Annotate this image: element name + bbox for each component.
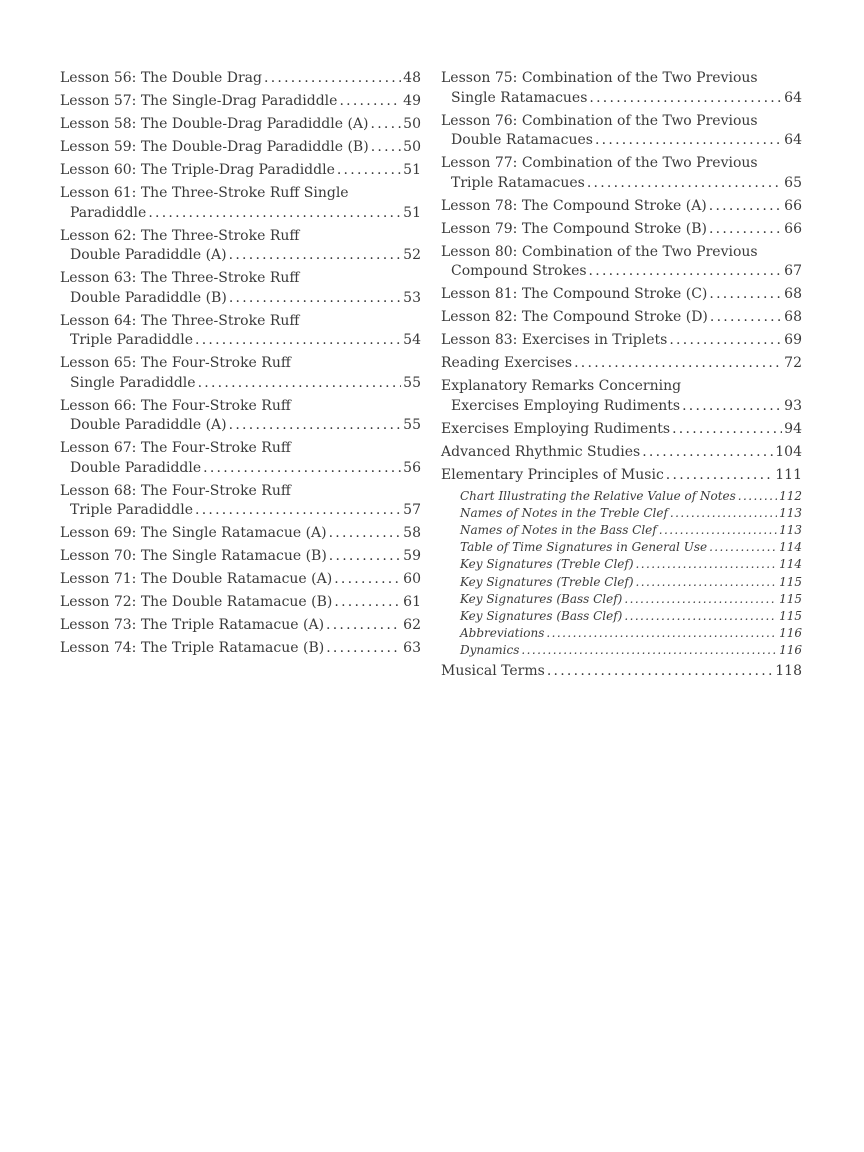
entry-title-line2: Single Ratamacues <box>451 89 588 106</box>
toc-entry[interactable] <box>60 547 421 567</box>
toc-entry[interactable] <box>441 331 802 351</box>
toc-subentry[interactable] <box>441 522 802 539</box>
entry-title-line1: Lesson 62: The Three-Stroke Ruff <box>60 227 300 244</box>
subentry-title: Names of Notes in the Bass Clef <box>460 522 657 537</box>
toc-right-column <box>441 69 802 685</box>
subentry-title: Key Signatures (Bass Clef) <box>460 591 623 606</box>
entry-page: 57 <box>403 502 421 518</box>
entry-title: Lesson 60: The Triple-Drag Paradiddle <box>60 162 335 178</box>
toc-entry[interactable] <box>60 639 421 659</box>
dot-leader <box>229 416 402 436</box>
dot-leader <box>636 574 778 591</box>
dot-leader <box>574 354 782 374</box>
dot-leader <box>229 289 401 309</box>
toc-entry[interactable] <box>60 570 421 590</box>
entry-page: 53 <box>403 289 421 306</box>
dot-leader <box>203 459 401 479</box>
entry-page: 64 <box>784 132 802 148</box>
entry-page: 59 <box>403 548 421 564</box>
entry-page: 51 <box>403 162 421 178</box>
toc-subentry[interactable] <box>441 488 802 505</box>
subentry-page: 113 <box>779 522 802 537</box>
dot-leader <box>329 524 402 544</box>
entry-title: Exercises Employing Rudiments <box>441 420 671 437</box>
dot-leader <box>595 131 782 151</box>
toc-entry[interactable] <box>60 439 421 478</box>
dot-leader <box>682 397 782 417</box>
dot-leader <box>334 570 401 590</box>
entry-title: Lesson 81: The Compound Stroke (C) <box>441 286 708 302</box>
dot-leader <box>329 547 401 567</box>
toc-subentry[interactable] <box>441 539 802 556</box>
subentry-page: 115 <box>779 608 802 623</box>
entry-page: 49 <box>403 93 421 109</box>
dot-leader <box>624 591 777 608</box>
entry-page: 94 <box>784 420 802 437</box>
toc-entry[interactable] <box>441 662 802 682</box>
entry-page: 64 <box>784 89 802 106</box>
dot-leader <box>371 138 401 158</box>
toc-entry[interactable] <box>441 285 802 305</box>
toc-subentry[interactable] <box>441 625 802 642</box>
dot-leader <box>659 522 777 539</box>
entry-title-line1: Lesson 77: Combination of the Two Previous <box>441 155 758 171</box>
toc-entry[interactable] <box>441 243 802 282</box>
dot-leader <box>669 331 782 351</box>
subentry-title: Key Signatures (Treble Clef) <box>460 557 634 572</box>
dot-leader <box>710 308 782 328</box>
entry-title-line2: Paradiddle <box>70 204 147 221</box>
entry-title-line1: Lesson 76: Combination of the Two Previous <box>441 112 758 129</box>
entry-title-line2: Triple Paradiddle <box>70 502 193 518</box>
entry-title: Lesson 73: The Triple Ratamacue (A) <box>60 617 325 633</box>
dot-leader <box>589 262 783 282</box>
toc-entry[interactable] <box>60 161 421 181</box>
entry-page: 55 <box>403 417 421 433</box>
entry-page: 55 <box>403 374 421 391</box>
toc-entry[interactable] <box>441 308 802 328</box>
dot-leader <box>546 625 777 642</box>
subentry-page: 114 <box>779 540 802 555</box>
dot-leader <box>589 89 782 109</box>
dot-leader <box>709 539 777 556</box>
dot-leader <box>672 420 782 440</box>
dot-leader <box>738 488 777 505</box>
entry-page: 68 <box>784 286 802 302</box>
toc-entry[interactable] <box>441 377 802 416</box>
subentry-title: Key Signatures (Treble Clef) <box>460 574 634 589</box>
dot-leader <box>326 616 401 636</box>
toc-subentry[interactable] <box>441 505 802 522</box>
entry-page: 72 <box>784 355 802 371</box>
entry-title: Musical Terms <box>441 662 545 679</box>
entry-page: 66 <box>784 197 802 214</box>
dot-leader <box>636 556 778 573</box>
entry-page: 56 <box>403 459 421 476</box>
entry-title-line1: Lesson 80: Combination of the Two Previous <box>441 243 758 260</box>
entry-page: 111 <box>775 466 802 483</box>
entry-page: 118 <box>775 662 802 679</box>
toc-entry[interactable] <box>60 92 421 112</box>
toc-entry[interactable] <box>60 269 421 308</box>
entry-title: Lesson 74: The Triple Ratamacue (B) <box>60 640 325 656</box>
dot-leader <box>709 285 782 305</box>
entry-title-line1: Lesson 63: The Three-Stroke Ruff <box>60 270 300 286</box>
subentry-title: Dynamics <box>460 643 520 658</box>
toc-entry[interactable] <box>60 397 421 436</box>
toc-entry[interactable] <box>60 524 421 544</box>
dot-leader <box>624 608 777 625</box>
dot-leader <box>709 220 782 240</box>
toc-entry[interactable] <box>60 593 421 613</box>
entry-title-line1: Explanatory Remarks Concerning <box>441 378 682 394</box>
toc-entry[interactable] <box>441 112 802 151</box>
toc-subentry[interactable] <box>441 608 802 625</box>
entry-title-line1: Lesson 65: The Four-Stroke Ruff <box>60 355 291 371</box>
entry-title-line1: Lesson 64: The Three-Stroke Ruff <box>60 312 300 329</box>
entry-title: Advanced Rhythmic Studies <box>441 443 641 460</box>
entry-title: Lesson 59: The Double-Drag Paradiddle (B) <box>60 139 369 155</box>
dot-leader <box>195 331 401 351</box>
dot-leader <box>666 466 773 486</box>
dot-leader <box>337 161 401 181</box>
entry-page: 93 <box>784 397 802 414</box>
entry-title: Lesson 71: The Double Ratamacue (A) <box>60 571 333 587</box>
subentry-title: Chart Illustrating the Relative Value of Notes <box>460 488 736 503</box>
entry-page: 68 <box>784 309 802 325</box>
entry-title-line2: Triple Paradiddle <box>70 332 193 348</box>
toc-entry[interactable] <box>60 227 421 266</box>
toc-entry[interactable] <box>60 482 421 521</box>
dot-leader <box>709 197 782 217</box>
entry-title: Lesson 72: The Double Ratamacue (B) <box>60 594 333 610</box>
entry-title: Lesson 69: The Single Ratamacue (A) <box>60 525 327 541</box>
toc-entry[interactable] <box>60 69 421 89</box>
toc-entry[interactable] <box>441 69 802 108</box>
dot-leader <box>339 92 401 112</box>
entry-title-line1: Lesson 75: Combination of the Two Previous <box>441 70 758 86</box>
entry-title-line2: Triple Ratamacues <box>451 174 585 191</box>
entry-title-line2: Compound Strokes <box>451 263 587 279</box>
subentry-page: 116 <box>779 643 802 658</box>
entry-page: 65 <box>784 174 802 191</box>
dot-leader <box>148 204 401 224</box>
dot-leader <box>670 505 777 522</box>
entry-title-line2: Double Paradiddle (A) <box>70 247 227 263</box>
entry-page: 61 <box>403 594 421 610</box>
subentry-title: Names of Notes in the Treble Clef <box>460 505 668 520</box>
toc-entry[interactable] <box>441 220 802 240</box>
toc-entry[interactable] <box>60 616 421 636</box>
dot-leader <box>264 69 401 89</box>
toc-entry[interactable] <box>441 354 802 374</box>
entry-title-line2: Double Ratamacues <box>451 132 593 148</box>
entry-page: 63 <box>403 640 421 656</box>
toc-subentries <box>441 488 802 660</box>
subentry-page: 112 <box>779 488 802 503</box>
subentry-page: 114 <box>779 557 802 572</box>
entry-page: 62 <box>403 617 421 633</box>
entry-title: Reading Exercises <box>441 355 573 371</box>
entry-title: Lesson 70: The Single Ratamacue (B) <box>60 548 327 564</box>
toc-entry[interactable] <box>441 154 802 193</box>
dot-leader <box>198 374 402 394</box>
dot-leader <box>326 639 401 659</box>
dot-leader <box>371 115 402 135</box>
subentry-page: 113 <box>779 505 802 520</box>
entry-page: 52 <box>403 247 421 263</box>
toc-entry[interactable] <box>60 312 421 351</box>
toc-entry[interactable] <box>441 197 802 217</box>
toc-entry[interactable] <box>441 466 802 486</box>
toc-subentry[interactable] <box>441 556 802 573</box>
entry-title-line1: Lesson 66: The Four-Stroke Ruff <box>60 397 291 414</box>
subentry-page: 116 <box>779 626 802 641</box>
dot-leader <box>521 642 777 659</box>
subentry-title: Key Signatures (Bass Clef) <box>460 608 623 623</box>
entry-title-line2: Double Paradiddle <box>70 459 202 476</box>
entry-title: Elementary Principles of Music <box>441 466 664 483</box>
entry-page: 54 <box>403 332 421 348</box>
entry-page: 50 <box>403 139 421 155</box>
entry-page: 48 <box>403 70 421 86</box>
toc-entry[interactable] <box>60 184 421 223</box>
dot-leader <box>547 662 773 682</box>
entry-title-line1: Lesson 61: The Three-Stroke Ruff Single <box>60 185 349 201</box>
entry-page: 104 <box>775 443 802 460</box>
toc-left-column <box>60 69 421 662</box>
entry-title-line2: Exercises Employing Rudiments <box>451 397 681 414</box>
entry-title: Lesson 78: The Compound Stroke (A) <box>441 197 707 214</box>
subentry-title: Table of Time Signatures in General Use <box>460 540 708 555</box>
dot-leader <box>642 443 773 463</box>
entry-title: Lesson 56: The Double Drag <box>60 70 262 86</box>
entry-page: 69 <box>784 332 802 348</box>
entry-title: Lesson 83: Exercises in Triplets <box>441 332 668 348</box>
subentry-page: 115 <box>779 574 802 589</box>
entry-title: Lesson 79: The Compound Stroke (B) <box>441 220 707 237</box>
dot-leader <box>229 246 402 266</box>
entry-title: Lesson 57: The Single-Drag Paradiddle <box>60 93 338 109</box>
entry-page: 51 <box>403 204 421 221</box>
toc-entry[interactable] <box>441 443 802 463</box>
toc-entry[interactable] <box>60 115 421 135</box>
toc-subentry[interactable] <box>441 574 802 591</box>
entry-title-line2: Double Paradiddle (A) <box>70 417 227 433</box>
entry-title: Lesson 58: The Double-Drag Paradiddle (A) <box>60 116 369 132</box>
entry-title-line1: Lesson 68: The Four-Stroke Ruff <box>60 482 291 499</box>
entry-page: 60 <box>403 571 421 587</box>
entry-title: Lesson 82: The Compound Stroke (D) <box>441 309 708 325</box>
entry-page: 50 <box>403 116 421 132</box>
dot-leader <box>195 501 401 521</box>
entry-title-line2: Double Paradiddle (B) <box>70 289 227 306</box>
toc-entry[interactable] <box>60 354 421 393</box>
entry-page: 66 <box>784 220 802 237</box>
toc-subentry[interactable] <box>441 642 802 659</box>
toc-entry[interactable] <box>60 138 421 158</box>
subentry-title: Abbreviations <box>460 626 545 641</box>
dot-leader <box>587 174 782 194</box>
entry-page: 67 <box>784 263 802 279</box>
toc-entry[interactable] <box>441 420 802 440</box>
subentry-page: 115 <box>779 591 802 606</box>
entry-title-line2: Single Paradiddle <box>70 374 196 391</box>
entry-title-line1: Lesson 67: The Four-Stroke Ruff <box>60 440 291 456</box>
toc-subentry[interactable] <box>441 591 802 608</box>
dot-leader <box>334 593 401 613</box>
entry-page: 58 <box>403 525 421 541</box>
